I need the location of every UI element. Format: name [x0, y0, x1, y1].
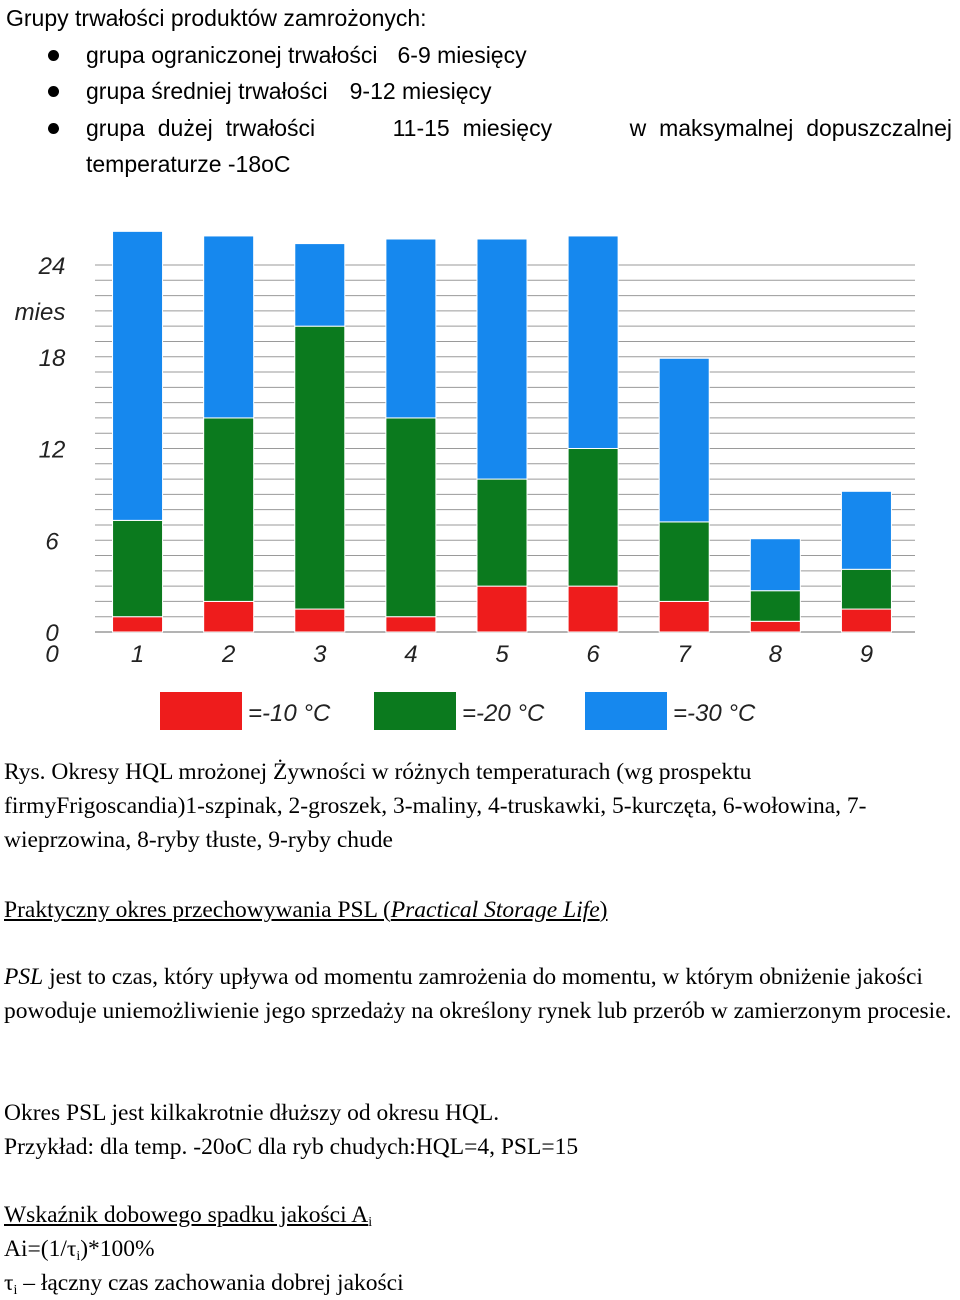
x-tick-labels [45, 641, 873, 668]
bullet-icon [48, 86, 59, 97]
list-item [6, 37, 956, 74]
bar-segment [841, 569, 891, 609]
bar-segment [113, 617, 163, 632]
bar-segment [568, 586, 618, 632]
chart-bars [113, 231, 892, 632]
frozen-groups-section [6, 0, 956, 183]
bar-segment [204, 236, 254, 418]
bar-segment [750, 591, 800, 622]
figure-caption [4, 755, 956, 857]
caption-text: Rys. Okresy HQL mrożonej Żywności w różnych temperaturach (wg prospektu firmyFrigoscandia)1-szpinak, 2-groszek, 3-maliny, 4-truskawki, 5-kurczęta, 6-wołowina, 7-wieprzowina, 8-ryby tłuste, 9-ryby chude [4, 759, 867, 853]
formula-pre: Ai=(1/τ [4, 1236, 77, 1262]
psl-note [4, 1096, 956, 1164]
x-tick-label: 7 [677, 641, 691, 668]
x-tick-label: 5 [495, 641, 509, 668]
indicator-formula [4, 1232, 956, 1266]
psl-heading-italic: Practical Storage Life [390, 897, 600, 923]
bar-segment [386, 418, 436, 617]
x-tick-label: 6 [586, 641, 600, 668]
bar-segment [841, 491, 891, 569]
legend-swatch [585, 692, 667, 730]
psl-line-2: Przykład: dla temp. -20oC dla ryb chudych:HQL=4, PSL=15 [4, 1134, 579, 1160]
psl-heading-main: Praktyczny okres przechowywania PSL ( [4, 897, 391, 923]
y-tick-label: 18 [38, 344, 66, 372]
bullet-icon [48, 123, 59, 134]
y-tick-label: 0 [45, 620, 59, 647]
bar-segment [477, 586, 527, 632]
section-title: Grupy trwałości produktów zamrożonych: [6, 5, 427, 31]
psl-definition [4, 960, 956, 1028]
bar-segment [204, 601, 254, 632]
bar-segment [568, 449, 618, 587]
group-label: grupa średniej trwałości [86, 78, 328, 104]
psl-heading-text [4, 897, 607, 923]
group-value: 9-12 miesięcy [349, 78, 492, 104]
x-tick-label: 2 [221, 641, 236, 668]
psl-line-1: Okres PSL jest kilkakrotnie dłuższy od okresu HQL. [4, 1100, 500, 1126]
y-axis-label: mies [14, 299, 66, 326]
bar-segment [841, 609, 891, 632]
chart-legend [160, 692, 756, 730]
bar-segment [295, 609, 345, 632]
bar-segment [204, 418, 254, 602]
legend-swatch [160, 692, 242, 730]
bar-segment [659, 358, 709, 522]
bar-segment [750, 621, 800, 632]
formula-sub: i [76, 1249, 81, 1264]
bar-segment [477, 479, 527, 586]
x-tick-label: 1 [130, 641, 145, 668]
group-extra: w maksymalnej dopuszczalnej temperaturze -18oC [86, 114, 952, 177]
y-tick-label: 6 [45, 528, 59, 556]
y-tick-label: 24 [38, 253, 66, 280]
bar-segment [295, 244, 345, 327]
x-tick-label: 9 [859, 641, 874, 668]
groups-list [6, 37, 956, 183]
bar-segment [295, 326, 345, 609]
legend-label: =-30 °C [673, 700, 756, 727]
indicator-definition [4, 1266, 956, 1300]
x-origin-label: 0 [45, 641, 59, 668]
tau-definition: – łączny czas zachowania dobrej jakości [17, 1270, 404, 1296]
bar-segment [113, 520, 163, 616]
tau-sub: i [13, 1283, 18, 1298]
indicator-heading [4, 1198, 956, 1232]
legend-swatch [374, 692, 456, 730]
indicator-heading-text: Wskaźnik dobowego spadku jakości A [4, 1202, 369, 1228]
legend-label: =-20 °C [462, 700, 545, 727]
bar-segment [750, 539, 800, 591]
bullet-icon [48, 50, 59, 61]
x-tick-label: 3 [313, 641, 327, 668]
y-tick-label: 12 [38, 436, 66, 464]
bar-segment [477, 239, 527, 479]
x-tick-label: 8 [768, 641, 783, 668]
group-label: grupa ograniczonej trwałości [86, 41, 378, 68]
bar-segment [386, 239, 436, 418]
hql-chart [0, 210, 960, 740]
group-label: grupa dużej trwałości [86, 114, 316, 141]
bar-segment [568, 236, 618, 449]
list-item [6, 73, 956, 110]
psl-term: PSL [4, 964, 44, 990]
group-value: 11-15 miesięcy [392, 114, 553, 141]
psl-heading-close: ) [599, 897, 608, 923]
list-item [6, 110, 956, 183]
bar-segment [386, 617, 436, 632]
formula-post: )*100% [80, 1236, 155, 1262]
psl-heading [4, 893, 956, 927]
bar-segment [659, 522, 709, 602]
tau-symbol: τ [4, 1270, 14, 1296]
psl-definition-text: jest to czas, który upływa od momentu zamrożenia do momentu, w którym obniżenie jakości powoduje uniemożliwienie jego sprzedaży na określony rynek lub przerób w zamierzonym procesie. [4, 964, 952, 1024]
indicator-heading-sub: i [368, 1215, 373, 1230]
bar-segment [659, 601, 709, 632]
legend-label: =-10 °C [248, 700, 331, 727]
indicator-section [4, 1198, 956, 1300]
x-tick-label: 4 [404, 641, 418, 668]
bar-segment [113, 231, 163, 520]
group-value: 6-9 miesięcy [397, 41, 527, 68]
